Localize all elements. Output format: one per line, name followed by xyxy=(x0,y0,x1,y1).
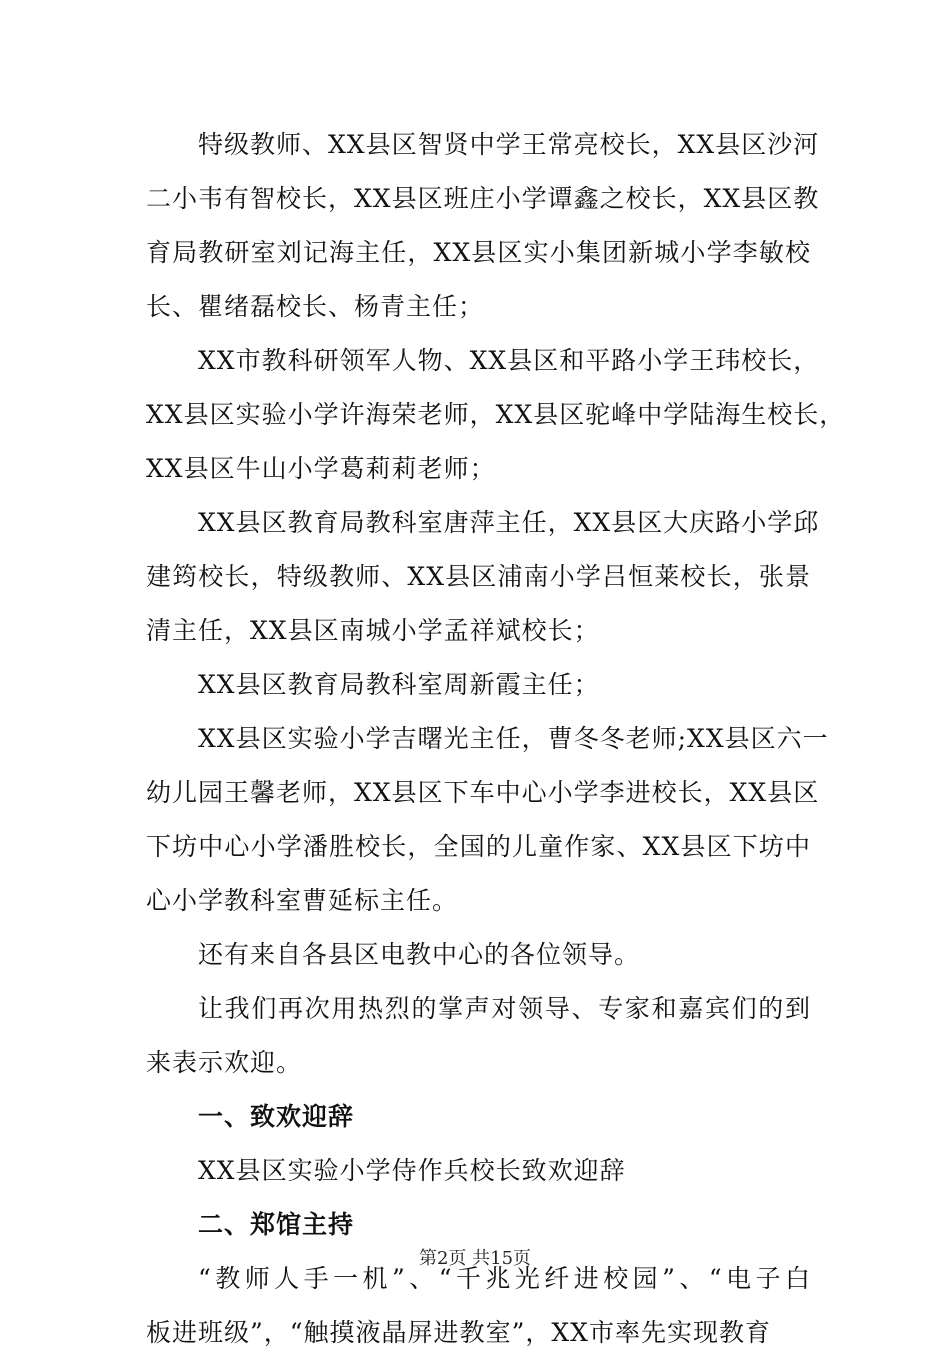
text-line: 二、郑馆主持 xyxy=(198,1210,355,1239)
text-line: XX县区实验小学侍作兵校长致欢迎辞 xyxy=(198,1156,626,1185)
text-line: 心小学教科室曹延标主任。 xyxy=(146,886,459,915)
paragraph xyxy=(146,928,811,982)
paragraph xyxy=(146,712,829,928)
text-line: 育局教研室刘记海主任，XX县区实小集团新城小学李敏校 xyxy=(146,238,811,267)
text-line: XX县区教育局教科室周新霞主任； xyxy=(198,670,600,699)
text-line: “教师人手一机”、“千兆光纤进校园”、“电子白 xyxy=(198,1264,811,1293)
paragraph xyxy=(146,1144,811,1198)
text-line: XX市教科研领军人物、XX县区和平路小学王玮校长， xyxy=(198,346,820,375)
text-line: 让我们再次用热烈的掌声对领导、专家和嘉宾们的到 xyxy=(198,994,811,1023)
text-line: XX县区牛山小学葛莉莉老师； xyxy=(146,454,496,483)
paragraph xyxy=(146,982,811,1090)
paragraph xyxy=(146,334,846,496)
text-line: XX县区实验小学许海荣老师，XX县区驼峰中学陆海生校长， xyxy=(146,400,846,429)
text-line: 还有来自各县区电教中心的各位领导。 xyxy=(198,940,641,969)
text-line: 清主任，XX县区南城小学孟祥斌校长； xyxy=(146,616,600,645)
text-line: 特级教师、XX县区智贤中学王常亮校长，XX县区沙河 xyxy=(198,130,820,159)
paragraph xyxy=(146,496,820,658)
text-line: 二小韦有智校长，XX县区班庄小学谭鑫之校长，XX县区教 xyxy=(146,184,820,213)
text-line: 板进班级”，“触摸液晶屏进教室”，XX市率先实现教育 xyxy=(146,1318,771,1347)
page-footer: 第2页 共15页 xyxy=(418,1248,532,1269)
document-body xyxy=(146,118,846,1360)
text-line: 建筠校长，特级教师、XX县区浦南小学吕恒莱校长，张景 xyxy=(146,562,811,591)
text-line: 来表示欢迎。 xyxy=(146,1048,303,1077)
text-line: 幼儿园王馨老师，XX县区下车中心小学李进校长，XX县区 xyxy=(146,778,820,807)
section-heading xyxy=(146,1090,811,1144)
paragraph xyxy=(146,118,820,334)
text-line: 下坊中心小学潘胜校长，全国的儿童作家、XX县区下坊中 xyxy=(146,832,811,861)
text-line: XX县区实验小学吉曙光主任，曹冬冬老师;XX县区六一 xyxy=(198,724,829,753)
text-line: XX县区教育局教科室唐萍主任，XX县区大庆路小学邱 xyxy=(198,508,820,537)
text-line: 一、致欢迎辞 xyxy=(198,1102,355,1131)
paragraph xyxy=(146,658,811,712)
text-line: 长、瞿绪磊校长、杨青主任； xyxy=(146,292,485,321)
